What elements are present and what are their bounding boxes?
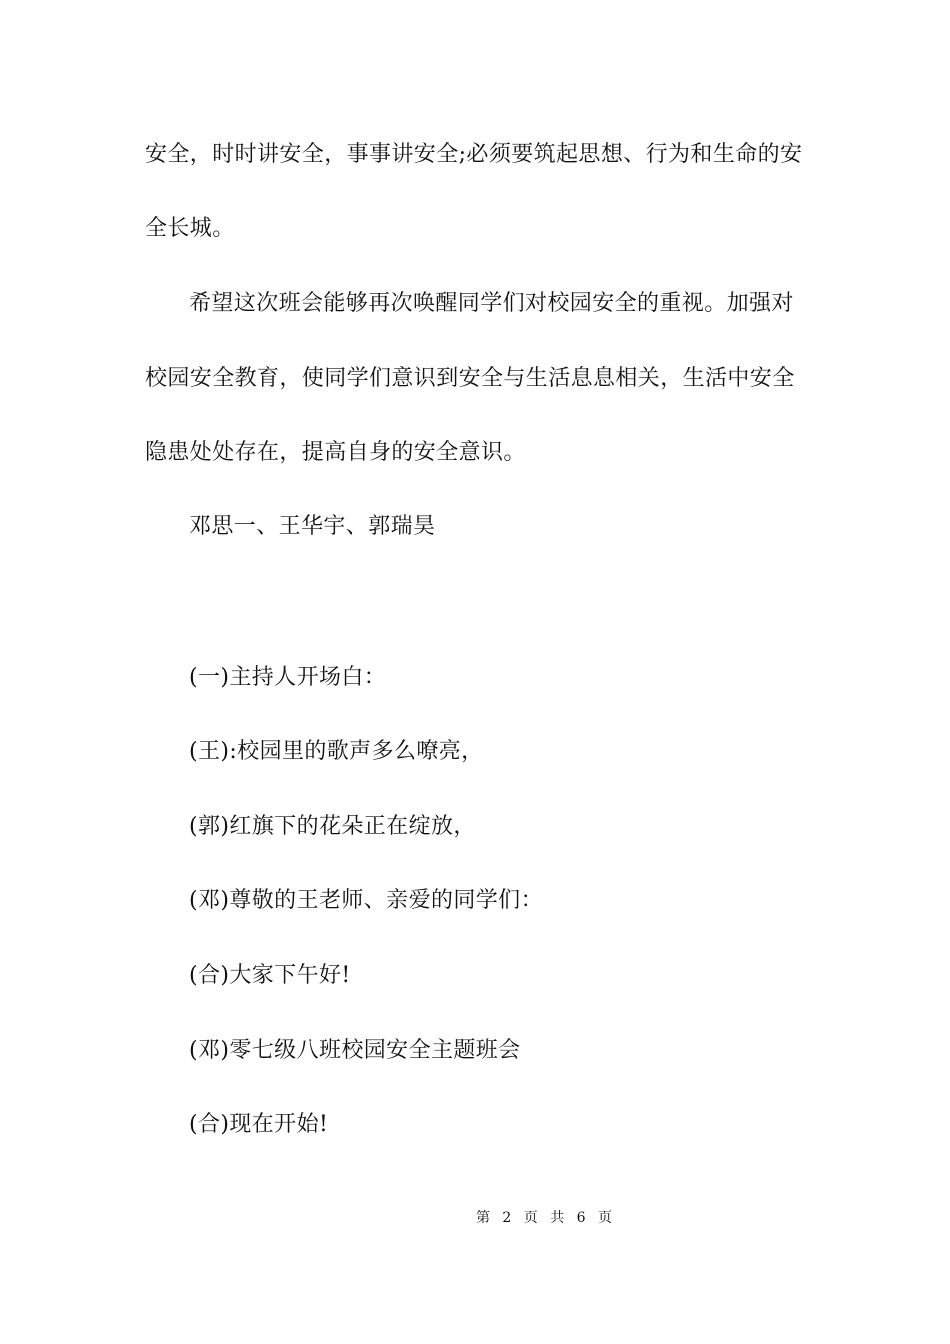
paragraph1-line1: 安全，时时讲安全，事事讲安全;必须要筑起思想、行为和生命的安 bbox=[145, 142, 803, 167]
paragraph2-line3: 隐患处处存在，提高自身的安全意识。 bbox=[145, 440, 526, 465]
paragraph2-line2: 校园安全教育，使同学们意识到安全与生活息息相关，生活中安全 bbox=[145, 366, 795, 391]
script-line: (邓)零七级八班校园安全主题班会 bbox=[189, 1038, 521, 1063]
script-line: (郭)红旗下的花朵正在绽放， bbox=[189, 814, 476, 839]
script-line: (一)主持人开场白： bbox=[189, 665, 387, 690]
hosts-line: 邓思一、王华宇、郭瑞昊 bbox=[189, 514, 436, 539]
paragraph1-line2: 全长城。 bbox=[145, 216, 235, 241]
page-number-footer: 第 2 页 共 6 页 bbox=[475, 1210, 615, 1226]
script-line: (合)现在开始! bbox=[189, 1112, 329, 1137]
paragraph2-line1: 希望这次班会能够再次唤醒同学们对校园安全的重视。加强对 bbox=[189, 291, 794, 316]
script-line: (王):校园里的歌声多么嘹亮， bbox=[189, 739, 484, 764]
script-line: (邓)尊敬的王老师、亲爱的同学们： bbox=[189, 888, 543, 913]
script-line: (合)大家下午好! bbox=[189, 963, 351, 988]
